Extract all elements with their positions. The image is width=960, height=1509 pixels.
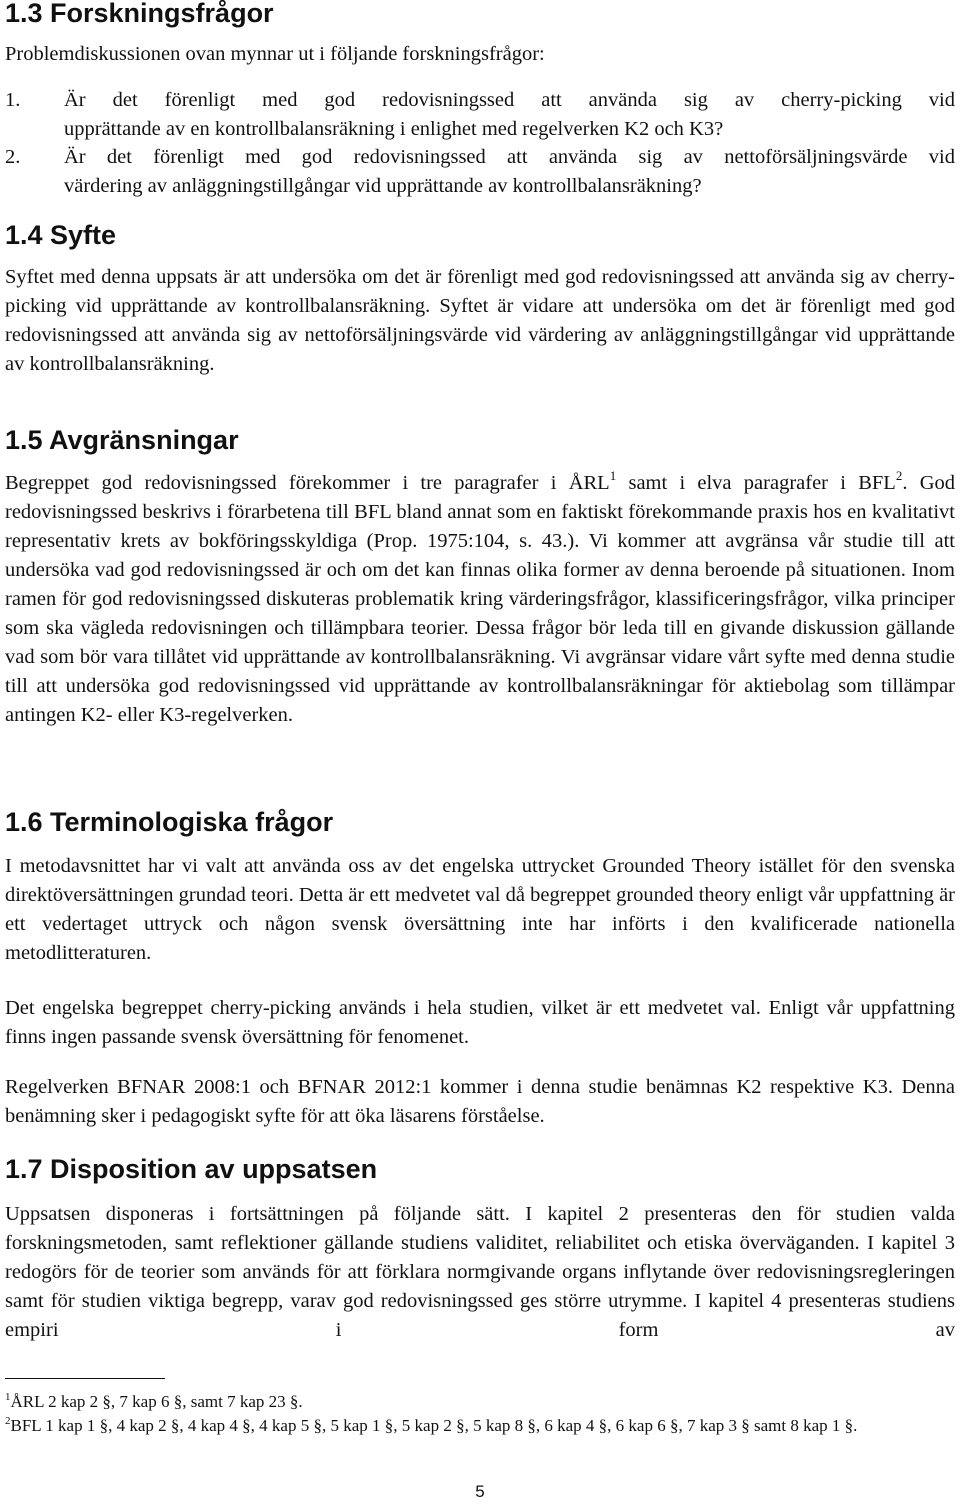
- footnote: [5, 1414, 945, 1438]
- list-item-number: 1.: [5, 89, 21, 111]
- avgransningar-text-part: Begreppet god redovisningssed förekommer i tre paragrafer i ÅRL: [5, 472, 610, 494]
- heading-syfte: 1.4 Syfte: [5, 220, 117, 250]
- footnote-mark: 2: [5, 1415, 11, 1427]
- avgransningar-paragraph: [5, 469, 955, 730]
- heading-avgransningar: 1.5 Avgränsningar: [5, 425, 239, 455]
- list-item-line: värdering av anläggningstillgångar vid upprättande av kontrollbalansräkning?: [64, 175, 702, 197]
- research-questions-intro: Problemdiskussionen ovan mynnar ut i följande forskningsfrågor:: [5, 43, 545, 65]
- avgransningar-text-part: . God redovisningssed beskrivs i förarbetena till BFL bland annat som en faktiskt förekommande praxis hos en kvalitativt representativ krets av bokföringsskyldiga (Prop. 1975:104, s. 43.). Vi kommer att avgränsa vår studie till att undersöka vad god redovisningssed är och om det kan finnas olika former av denna beroende på situationen. Inom ramen för god redovisningssed diskuteras problematik kring värderingsfrågor, klassificeringsfrågor, vilka principer som ska vägleda redovisningen och tillämpbara teorier. Dessa frågor bör leda till en givande diskussion gällande vad som bör vara tillåtet vid upprättande av kontrollbalansräkning. Vi avgränsar vidare vårt syfte med denna studie till att undersöka god redovisningssed vid upprättande av kontrollbalansräkningar för aktiebolag som tillämpar antingen K2- eller K3-regelverken.: [5, 472, 956, 726]
- heading-terminologiska-fragor: 1.6 Terminologiska frågor: [5, 807, 334, 837]
- heading-disposition: 1.7 Disposition av uppsatsen: [5, 1154, 378, 1184]
- footnote: [5, 1390, 945, 1414]
- footnote-divider: [5, 1378, 165, 1379]
- list-item: [5, 143, 955, 201]
- footnote-text: BFL 1 kap 1 §, 4 kap 2 §, 4 kap 4 §, 4 kap 5 §, 5 kap 1 §, 5 kap 2 §, 5 kap 8 §, 6 kap 4 §, 6 kap 6 §, 7 kap 3 § samt 8 kap 1 §.: [10, 1416, 858, 1435]
- list-item: [5, 86, 955, 144]
- list-item-line: upprättande av en kontrollbalansräkning i enlighet med regelverken K2 och K3?: [64, 118, 724, 140]
- footnote-text: ÅRL 2 kap 2 §, 7 kap 6 §, samt 7 kap 23 §.: [10, 1392, 303, 1411]
- page-number: 5: [475, 1482, 485, 1501]
- terminologi-paragraph-2: Det engelska begreppet cherry-picking används i hela studien, vilket är ett medvetet val. Enligt vår uppfattning finns ingen passande svensk översättning för fenomenet.: [5, 997, 955, 1048]
- syfte-paragraph: Syftet med denna uppsats är att undersöka om det är förenligt med god redovisningssed att använda sig av cherry-picking vid upprättande av kontrollbalansräkning. Syftet är vidare att undersöka om det är förenligt med god redovisningssed att använda sig av nettoförsäljningsvärde vid värdering av anläggningstillgångar vid upprättande av kontrollbalansräkning.: [5, 266, 955, 375]
- disposition-paragraph: Uppsatsen disponeras i fortsättningen på följande sätt. I kapitel 2 presenteras den för studien valda forskningsmetoden, samt reflektioner gällande studiens validitet, reliabilitet och etiska överväganden. I kapitel 3 redogörs för de teorier som används för att förklara normgivande organs inflytande över redovisningsregleringen samt för studien viktiga begrepp, varav god redovisningssed ges större utrymme. I kapitel 4 presenteras studiens empiri i form av: [5, 1203, 955, 1341]
- list-item-line: Är det förenligt med god redovisningssed att använda sig av nettoförsäljningsvärde vid: [64, 146, 955, 168]
- terminologi-paragraph-3: Regelverken BFNAR 2008:1 och BFNAR 2012:1 kommer i denna studie benämnas K2 respektive K3. Denna benämning sker i pedagogiskt syfte för att öka läsarens förståelse.: [5, 1076, 955, 1127]
- footnote-mark: 1: [5, 1391, 11, 1403]
- heading-forskningsfragor: 1.3 Forskningsfrågor: [5, 0, 274, 28]
- list-item-line: Är det förenligt med god redovisningssed att använda sig av cherry-picking vid: [64, 89, 955, 111]
- footnote-ref: 1: [609, 468, 617, 483]
- footnote-ref: 2: [895, 468, 903, 483]
- list-item-number: 2.: [5, 146, 21, 168]
- avgransningar-text-part: samt i elva paragrafer i BFL: [616, 472, 896, 494]
- terminologi-paragraph-1: I metodavsnittet har vi valt att använda oss av det engelska uttrycket Grounded Theory istället för den svenska direktöversättningen grundad teori. Detta är ett medvetet val då begreppet grounded theory enligt vår uppfattning är ett vedertaget uttryck och någon svensk översättning inte har införts i den kvalificerade nationella metodlitteraturen.: [5, 855, 955, 964]
